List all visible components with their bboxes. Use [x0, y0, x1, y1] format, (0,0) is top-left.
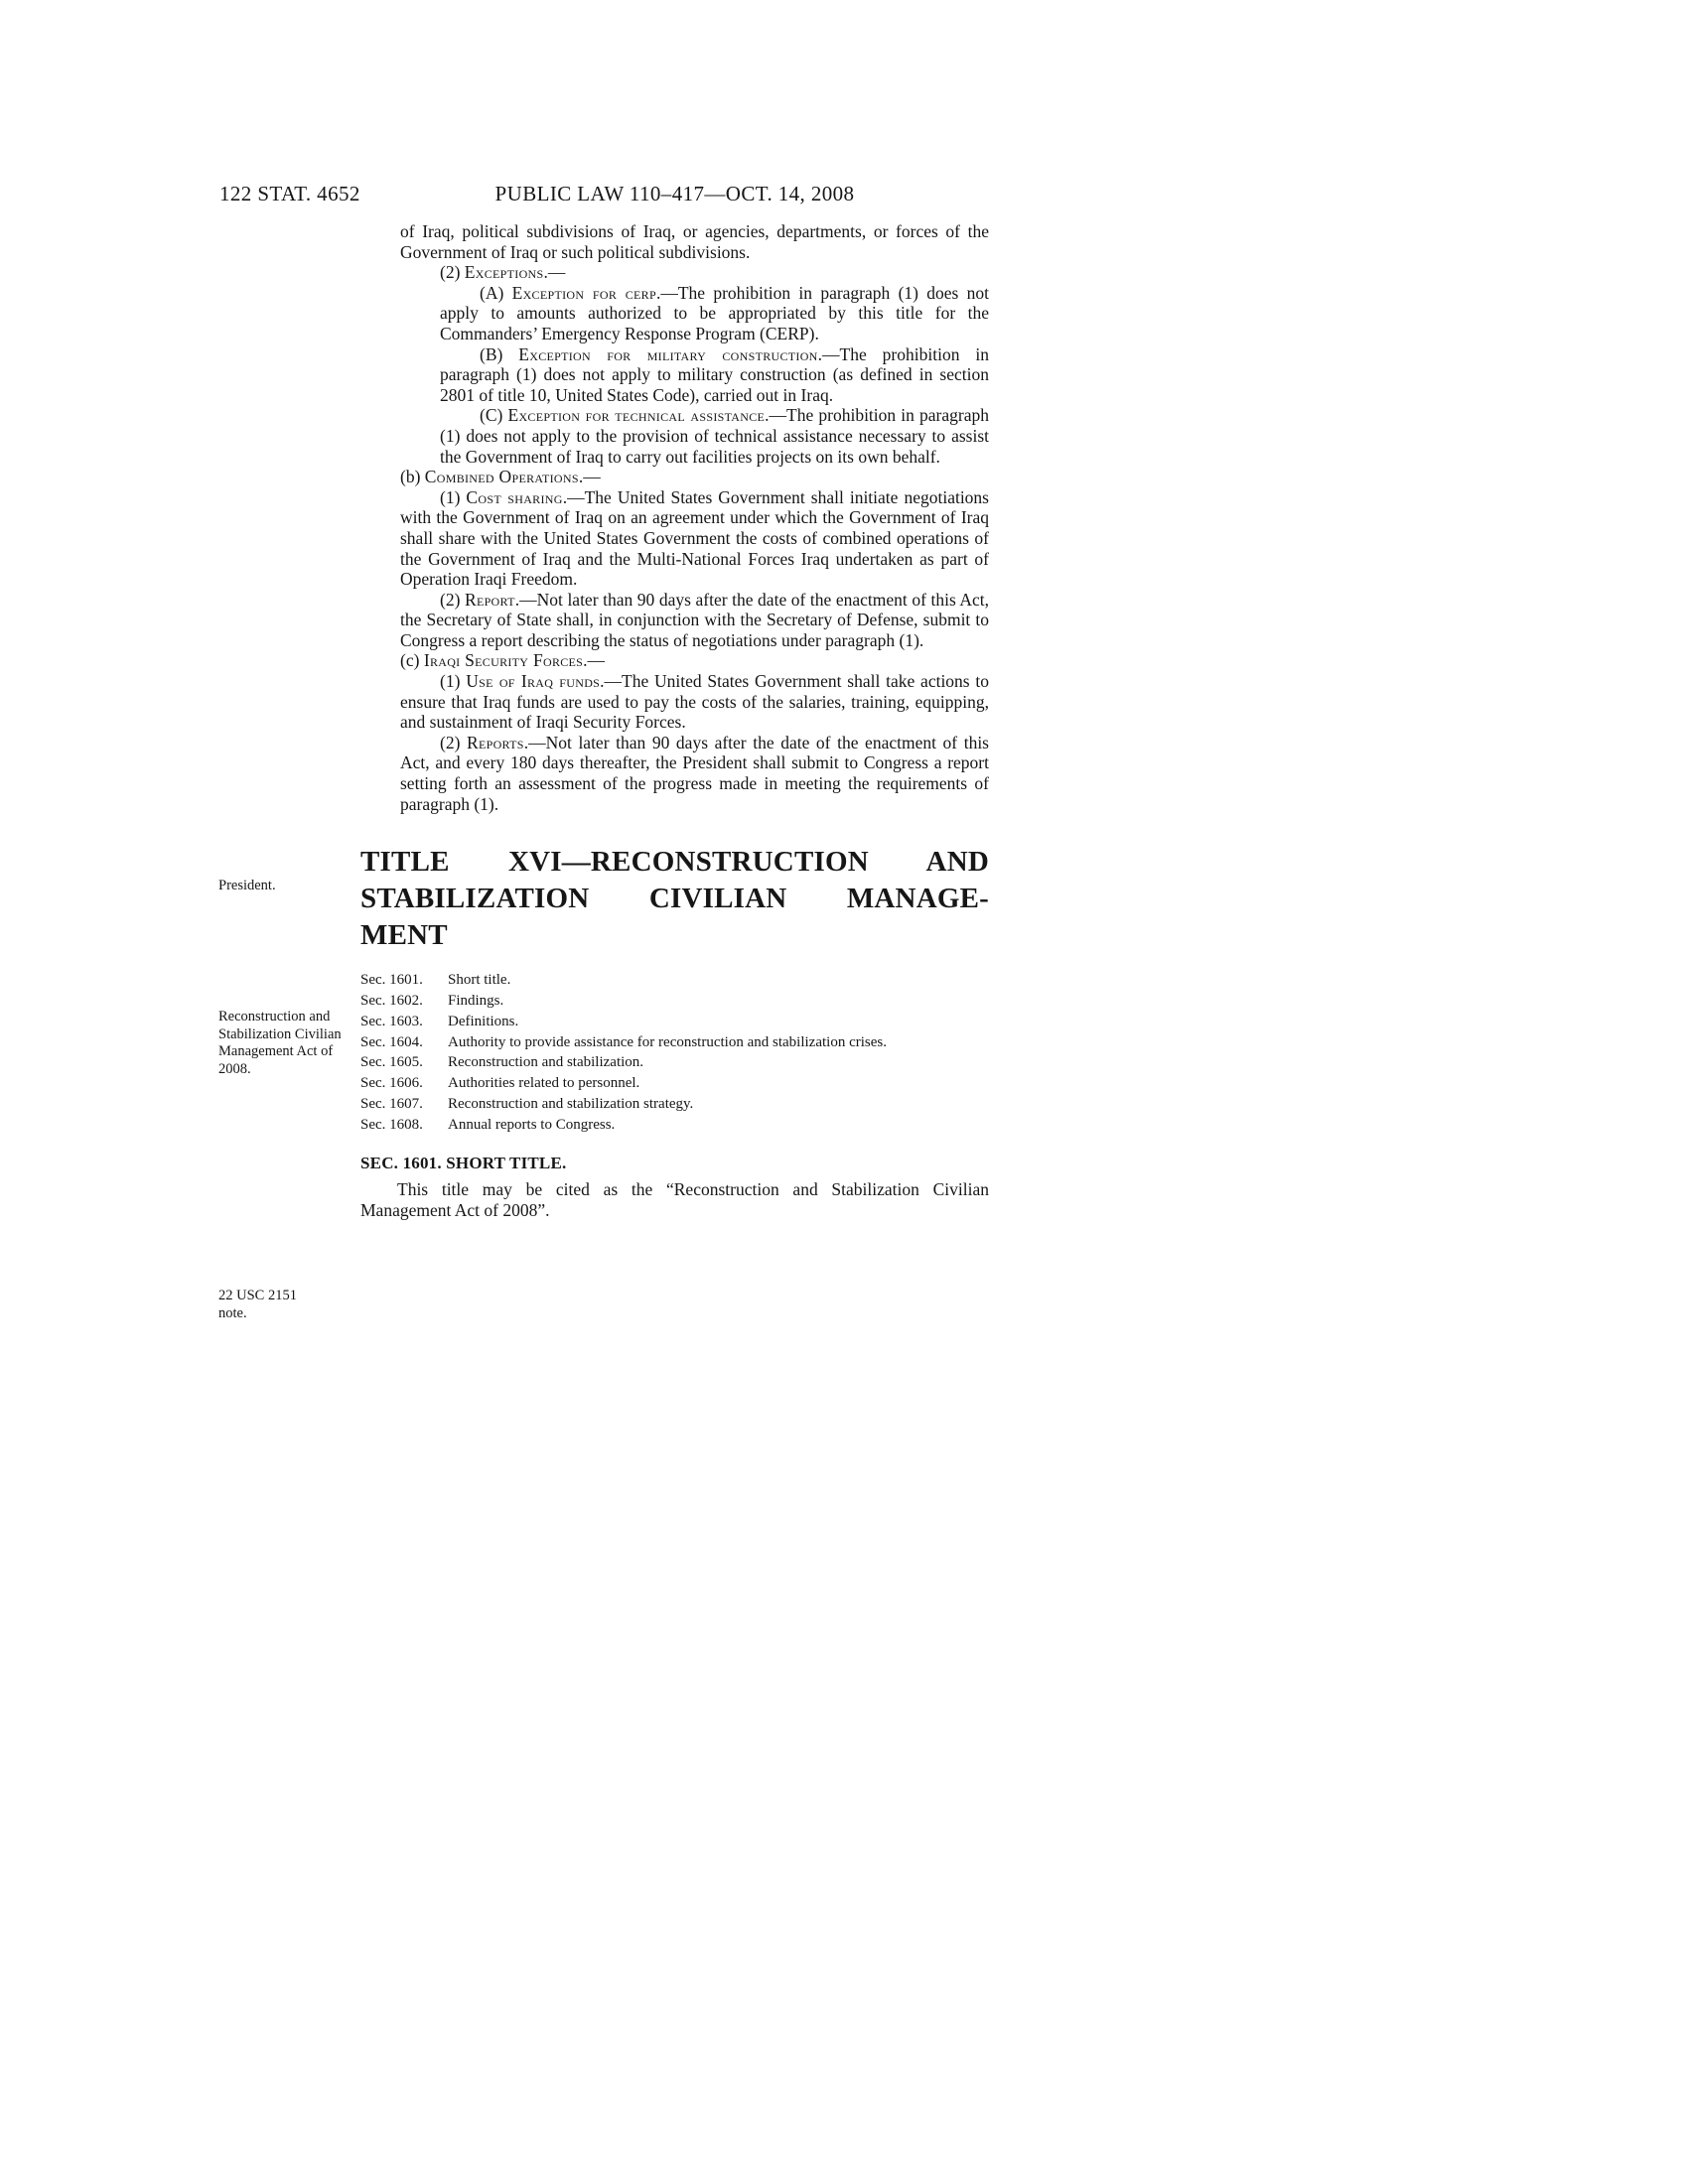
statute-paragraph — [440, 405, 989, 467]
title-heading — [360, 844, 989, 954]
small-caps-text: Exception for military construction — [518, 343, 818, 364]
margin-note-act-title: Reconstruction and Stabilization Civilian Management Act of 2008. — [218, 1009, 342, 1077]
toc-entry-number: Sec. 1606. — [360, 1075, 423, 1092]
small-caps-text: Reports — [467, 732, 524, 752]
toc-entry-text: Annual reports to Congress. — [448, 1116, 616, 1133]
body-text: (2) — [440, 262, 465, 283]
body-text: (1) — [440, 486, 467, 507]
small-caps-text: Report — [464, 589, 515, 610]
title-heading-line: MENT — [360, 919, 448, 952]
stat-page-number: 122 STAT. 4652 — [219, 182, 360, 205]
body-text: .—Not later than 90 days after the date of the enactment of this Act, the Secretary of State shall, in conjunction with the Secretary of Defense, submit to Congress a report describing the status of negotiations under paragraph (1). — [400, 589, 990, 650]
statute-paragraph — [440, 283, 989, 344]
toc-entry-number: Sec. 1607. — [360, 1096, 423, 1112]
small-caps-text: Cost sharing — [466, 486, 563, 507]
toc-entry — [360, 970, 989, 991]
body-text: .—The prohibition in paragraph (1) does not apply to the provision of technical assistance necessary to assist the Government of Iraq to carry out facilities projects on its own behalf. — [440, 405, 989, 467]
section-body: This title may be cited as the “Reconstruction and Stabilization Civilian Management Act of 2008”. — [360, 1179, 989, 1220]
small-caps-text: Iraqi Security Forces — [423, 650, 584, 671]
toc-entry-text: Authorities related to personnel. — [448, 1075, 640, 1092]
toc-entry-number: Sec. 1603. — [360, 1013, 423, 1029]
toc-entry-number: Sec. 1605. — [360, 1054, 423, 1071]
small-caps-text: Combined Operations — [424, 467, 579, 487]
small-caps-text: Use of Iraq funds — [466, 671, 601, 692]
body-text: .—The prohibition in paragraph (1) does not apply to amounts authorized to be appropriated by this title for the Commanders’ Emergency Response Program (CERP). — [440, 282, 990, 343]
statute-paragraph — [440, 344, 989, 406]
body-text: of Iraq, political subdivisions of Iraq, or agencies, departments, or forces of the Government of Iraq or such political subdivisions. — [400, 221, 989, 262]
section-heading: SEC. 1601. SHORT TITLE. — [360, 1153, 567, 1172]
toc-entry — [360, 1073, 989, 1094]
body-text: (C) — [480, 405, 508, 426]
toc-entry-text: Findings. — [448, 993, 504, 1010]
body-text: .— — [543, 262, 566, 283]
statute-paragraph — [400, 650, 989, 671]
small-caps-text: Exception for cerp — [511, 282, 656, 303]
toc-entry — [360, 1012, 989, 1032]
body-text: .—Not later than 90 days after the date of the enactment of this Act, and every 180 days thereafter, the President shall submit to Congress a report setting forth an assessment of the progress made in meeting the requirements of paragraph (1). — [400, 732, 989, 814]
body-text: (A) — [480, 282, 512, 303]
body-text: .—The United States Government shall take actions to ensure that Iraq funds are used to pay the costs of the salaries, training, equipping, and sustainment of Iraqi Security Forces. — [400, 671, 990, 733]
toc-entry — [360, 1052, 989, 1073]
body-text: .—The United States Government shall initiate negotiations with the Government of Iraq on an agreement under which the Government of Iraq shall share with the United States Government the costs of combined operations of the Government of Iraq and the Multi-National Forces Iraq undertaken as part of Operation Iraqi Freedom. — [400, 486, 989, 590]
small-caps-text: Exception for technical assistance — [507, 405, 766, 426]
body-text: (c) — [400, 650, 424, 671]
toc-entry-number: Sec. 1601. — [360, 972, 423, 989]
body-text: .— — [583, 650, 606, 671]
title-heading-line: STABILIZATION CIVILIAN MANAGE- — [360, 883, 989, 915]
body-text: (2) — [440, 732, 467, 752]
toc-entry-number: Sec. 1608. — [360, 1116, 423, 1133]
statute-paragraph — [400, 487, 989, 590]
toc-entry-text: Short title. — [448, 972, 511, 989]
body-text: .— — [578, 467, 601, 487]
statute-paragraph — [400, 467, 989, 487]
toc-entry-number: Sec. 1604. — [360, 1033, 423, 1050]
body-text: .—The prohibition in paragraph (1) does not apply to military construction (as defined in section 2801 of title 10, United States Code), carried out in Iraq. — [440, 343, 989, 405]
toc — [360, 970, 989, 1135]
toc-entry-text: Definitions. — [448, 1013, 519, 1029]
margin-note-usc: 22 USC 2151 note. — [218, 1288, 297, 1321]
toc-entry-text: Authority to provide assistance for reconstruction and stabilization crises. — [448, 1033, 887, 1050]
statute-paragraph — [400, 590, 989, 651]
law-header: PUBLIC LAW 110–417—OCT. 14, 2008 — [494, 182, 855, 205]
statute-paragraph — [400, 262, 989, 283]
toc-entry-text: Reconstruction and stabilization. — [448, 1054, 644, 1071]
statute-paragraph — [400, 733, 989, 814]
small-caps-text: Exceptions — [464, 262, 544, 283]
title-heading-line: TITLE XVI—RECONSTRUCTION AND — [360, 846, 989, 879]
toc-entry — [360, 1032, 989, 1053]
toc-entry — [360, 1094, 989, 1115]
statute-paragraph — [400, 671, 989, 733]
toc-entry — [360, 1115, 989, 1136]
toc-entry-text: Reconstruction and stabilization strategy. — [448, 1096, 694, 1112]
margin-note-president: President. — [218, 878, 276, 893]
body-text: (2) — [440, 589, 465, 610]
statute-paragraph — [400, 221, 989, 262]
body-text: (B) — [480, 343, 519, 364]
toc-entry — [360, 991, 989, 1012]
main-column — [360, 221, 989, 1220]
body-text: (b) — [400, 467, 425, 487]
statute-body — [360, 221, 989, 814]
body-text: (1) — [440, 671, 467, 692]
toc-entry-number: Sec. 1602. — [360, 993, 423, 1010]
